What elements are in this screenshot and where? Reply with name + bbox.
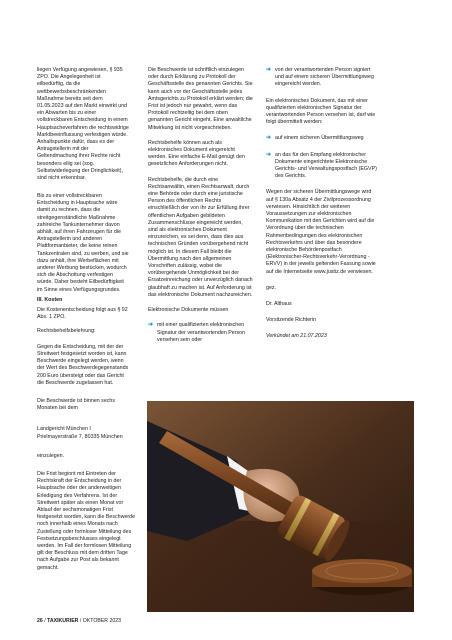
issue-date: OKTOBER 2023 [82,618,122,624]
judge-name: Dr. Althaus [266,301,292,308]
bullet-item [266,152,380,181]
page-number: 26 [37,618,43,624]
bullet-text: von der verantwortenden Person signiert und auf einem sicheren Übermittlungsweg eingereicht werden. [275,67,374,88]
gavel-photo [147,401,414,612]
paragraph: Die Beschwerde ist binnen sechs Monaten bei dem [37,398,116,412]
text-column-2 [148,67,253,344]
paragraph: Rechtsbehelfsbelehrung: [37,327,96,334]
footer-separator: / [78,618,83,624]
judge-role: Vorsitzende Richterin [266,317,317,324]
bullet-item [148,322,253,344]
signature-prefix: gez. [266,284,277,291]
paragraph: Gegen die Entscheidung, mit der der Streitwert festgesetzt worden ist, kann Beschwerde eingelegt werden, wenn der Wert des Beschwerdegegenstands 200 Euro übersteigt oder das Gericht die Beschwerde zugelassen hat. [37,343,129,386]
footer-separator: / [42,618,48,624]
section-heading: III. Kosten [37,297,63,303]
paragraph: Die Frist beginnt mit Eintreten der Rechtskraft der Entscheidung in der Hauptsache oder der anderweitigen Erledigung des Verfahrens. Ist der Streitwert später als einen Monat vor Ablauf der sechsmonatigen Frist festgesetzt worden, kann die Beschwerde noch innerhalb eines Monats nach Zustellung oder formloser Mitteilung des Festsetzungsbeschlusses eingelegt werden. Im Fall der formlosen Mitteilung gilt der Beschluss mit dem dritten Tage nach Aufgabe zur Post als bekannt gemacht. [37,471,136,571]
text-column-1 [37,67,129,387]
text-column-3 [266,67,380,341]
paragraph: Rechtsbehelfe können auch als elektronisches Dokument eingereicht werden. Eine einfache E-Mail genügt den gesetzlichen Anforderungen nicht. [148,139,245,168]
paragraph: einzulegen. [37,452,65,459]
paragraph: Die Kostenentscheidung folgt aus § 92 Abs. 1 ZPO. [37,307,128,321]
bullet-text: auf einem sicheren Übermittlungsweg [275,135,364,142]
magazine-name: TAXIKURIER [47,618,79,624]
paragraph: Ein elektronisches Dokument, das mit einer qualifizierten elektronischen Signatur der verantwortenden Person versehen ist, darf wie folgt übermittelt werden: [266,97,376,126]
bullet-item [266,135,380,142]
arrow-right-icon: ➔ [266,67,272,73]
bullet-text: an das für den Empfang elektronischer Dokumente eingerichtete Elektronische Gerichts- und Verwaltungspostfach (EGVP) des Gerichts. [275,151,377,180]
announcement-date: Verkündet am 21.07.2023 [266,333,327,340]
page-footer [37,618,121,625]
paragraph: liegen Verfügung angewiesen, § 935 ZPO. Die Angelegenheit ist eilbedürftig, da die wettbewerbsbeschränkenden Maßnahme bereits seit dem 01.05.2023 auf den Markt einwirkt und ein Abwarten bis zu einer vollstreckbaren Entscheidung in einem Hauptsacheverfahren die rechtswidrige Marktbeeinflussung verfestigen würde. Anhaltspunkte dafür, dass es der Antragstellerin mit der Geltendmachung ihrer Rechte nicht besonders eilig sei (sog. Selbstwiderlegung der Dringlichkeit), sind nicht erkennbar. [37,67,129,182]
paragraph: Elektronische Dokumente müssen [148,307,229,314]
text-column-1-lower [37,398,137,572]
paragraph: Wegen der sicheren Übermittlungswege wird auf § 130a Absatz 4 der Zivilprozessordnung verwiesen. Hinsichtlich der weiteren Voraussetzungen zur elektronischen Kommunikation mit den Gerichten wird auf die Verordnung über die technischen Rahmenbedingungen des elektronischen Rechtsverkehrs und über das besondere elektronische Behördenpostfach (Elektronischer-Rechtsverkehr-Verordnung - ERVV) in der jeweils geltenden Fassung sowie auf die Internetseite www.justiz.de verwiesen. [266,189,376,275]
paragraph: Rechtsbehelfe, die durch eine Rechtsanwältin, einen Rechtsanwalt, durch eine Behörde oder durch eine juristische Person des öffentlichen Rechts einschließlich der von ihr zur Erfüllung ihrer öffentlichen Aufgaben gebildeten Zusammenschlüsse eingereicht werden, sind als elektronisches Dokument einzureichen, es sei denn, dass dies aus technischen Gründen vorübergehend nicht möglich ist. In diesem Fall bleibt die Übermittlung nach den allgemeinen Vorschriften zulässig, wobei die vorübergehende Unmöglichkeit bei der Ersatzeinreichung oder unverzüglich danach glaubhaft zu machen ist. Auf Anforderung ist das elektronische Dokument nachzureichen. [148,176,253,298]
court-address: Landgericht München I Prielmayerstraße 7, 80335 München [37,426,123,440]
arrow-right-icon: ➔ [266,151,272,158]
arrow-right-icon: ➔ [148,322,154,329]
arrow-right-icon: ➔ [266,135,272,142]
paragraph: Die Beschwerde ist schriftlich einzulegen oder durch Erklärung zu Protokoll der Geschäftsstelle des genannten Gerichts. Sie kann auch vor der Geschäftsstelle jedes Amtsgerichts zu Protokoll erklärt werden; die Frist ist jedoch nur gewahrt, wenn das Protokoll rechtzeitig bei dem oben genannten Gericht eingeht. Eine anwaltliche Mitwirkung ist nicht vorgeschrieben. [148,67,253,131]
bullet-item [266,67,380,89]
bullet-text: mit einer qualifizierten elektronischen Signatur der verantwortenden Person versehen sein oder [157,322,246,343]
paragraph: Bis zu einer vollstreckbaren Entscheidung in Hauptsache wäre damit zu rechnen, dass die streitgegenständliche Maßnahme zahlreiche Tankunternehmer davon abhält, auf ihren Fahrzeugen für die Antragstellerin und anderen Plattformanbieter, die keine reinen Tankzentralen sind, zu werben, und sie dazu anhält, ihre Werbeflächen mit anderer Werbung bestücken, wodurch sich die Abschottung verfestigen würde. Daher besteht Eilbedürftigkeit im Sinne eines Verfügungsgrundes. [37,193,129,293]
